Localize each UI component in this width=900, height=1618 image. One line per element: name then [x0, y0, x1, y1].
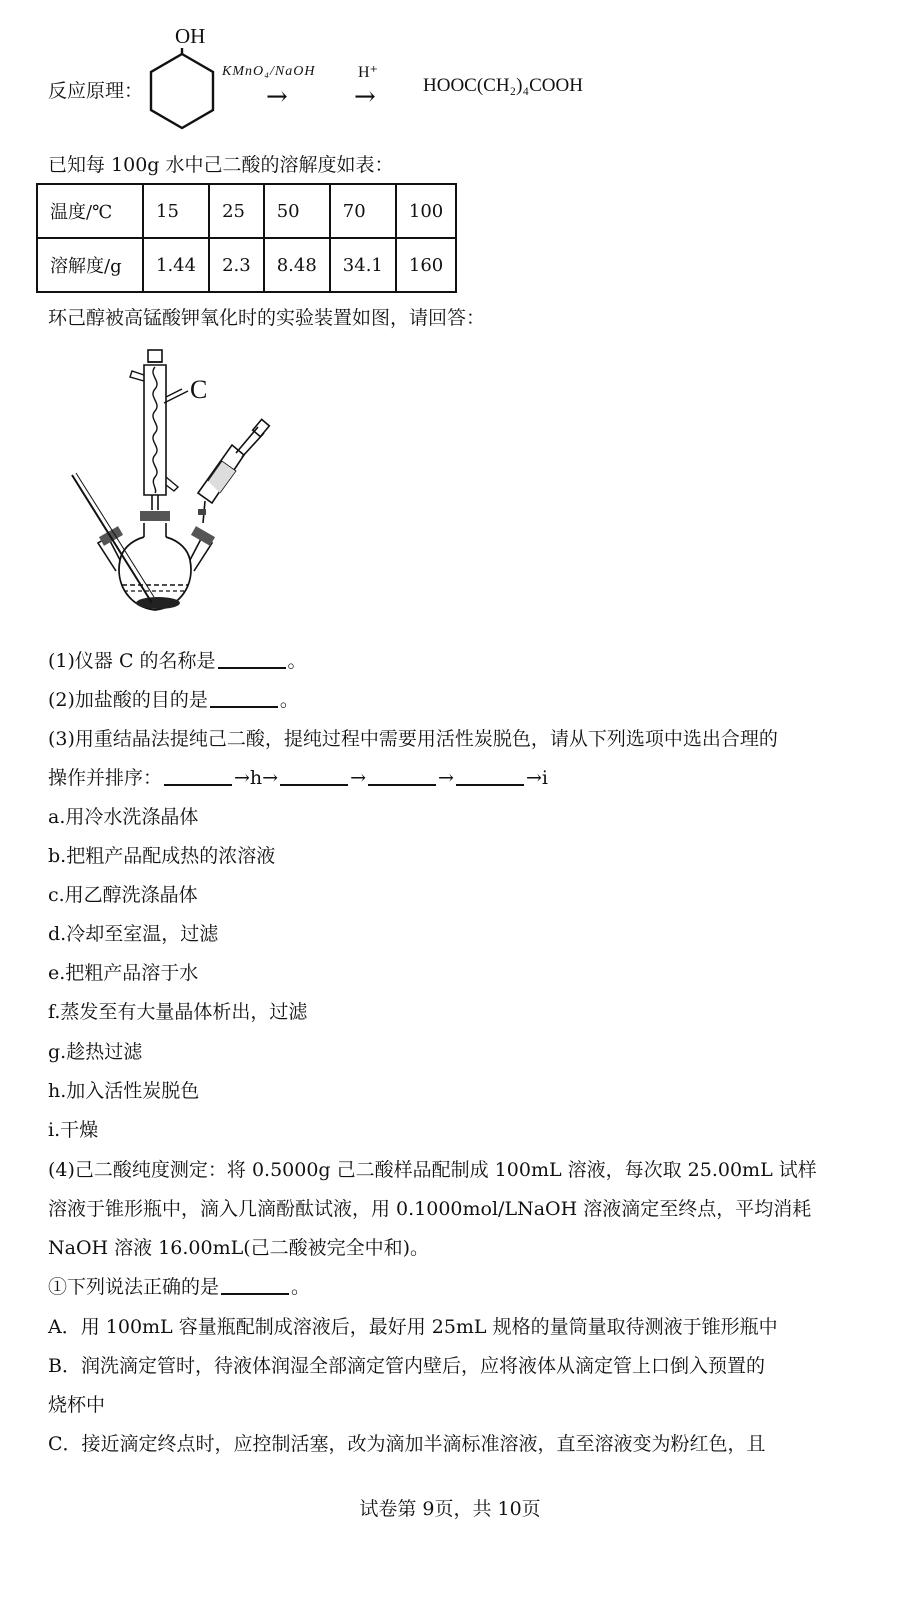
- product-formula: HOOC(CH₂)₄COOH: [423, 75, 583, 96]
- question-1-text: (1)仪器 C 的名称是: [48, 650, 216, 672]
- question-4-sub-1: [48, 1275, 310, 1299]
- reaction-arrow-1: →: [266, 82, 288, 112]
- table-cell: 70: [330, 184, 396, 238]
- table-cell: 25: [209, 184, 264, 238]
- apparatus-intro: 环己醇被高锰酸钾氧化时的实验装置如图，请回答：: [48, 307, 486, 329]
- option-i: i.干燥: [48, 1119, 99, 1141]
- answer-blank: [456, 766, 524, 786]
- reaction-label: 反应原理：: [48, 80, 144, 102]
- reagent-label: KMnO₄/NaOH: [222, 64, 316, 79]
- table-cell: 15: [143, 184, 209, 238]
- choice-b-line-2: 烧杯中: [48, 1394, 106, 1416]
- reaction-arrow-2: →: [354, 82, 376, 112]
- table-cell: 1.44: [143, 238, 209, 292]
- sequence-prompt: 操作并排序：: [48, 767, 163, 789]
- answer-blank: [218, 649, 286, 669]
- apparatus-label-c: C: [190, 375, 208, 404]
- choice-a: A．用 100mL 容量瓶配制成溶液后，最好用 25mL 规格的量筒量取待测液于锥形瓶中: [48, 1316, 778, 1338]
- answer-blank: [221, 1275, 289, 1295]
- table-row: [37, 238, 456, 292]
- sequence-arrow: →: [438, 767, 454, 789]
- option-d: d.冷却至室温，过滤: [48, 923, 219, 945]
- hydroxyl-label: OH: [175, 24, 206, 48]
- option-f: f.蒸发至有大量晶体析出，过滤: [48, 1001, 308, 1023]
- question-4-line-1: (4)己二酸纯度测定：将 0.5000g 己二酸样品配制成 100mL 溶液，每次取 25.00mL 试样: [48, 1159, 817, 1181]
- solubility-table: [36, 183, 457, 293]
- choice-b-line-1: B．润洗滴定管时，待液体润湿全部滴定管内壁后，应将液体从滴定管上口倒入预置的: [48, 1355, 765, 1377]
- table-row: [37, 184, 456, 238]
- page-footer: 试卷第 9页，共 10页: [359, 1498, 541, 1520]
- option-h: h.加入活性炭脱色: [48, 1080, 200, 1102]
- solubility-intro: 已知每 100g 水中己二酸的溶解度如表：: [48, 154, 394, 176]
- option-c: c.用乙醇洗涤晶体: [48, 884, 198, 906]
- table-header-cell: 温度/℃: [37, 184, 143, 238]
- acid-label: H⁺: [358, 64, 378, 81]
- question-2-end: 。: [279, 689, 299, 711]
- option-e: e.把粗产品溶于水: [48, 962, 199, 984]
- option-a: a.用冷水洗涤晶体: [48, 806, 199, 828]
- table-header-cell: 溶解度/g: [37, 238, 143, 292]
- question-4-line-2: 溶液于锥形瓶中，滴入几滴酚酞试液，用 0.1000mol/LNaOH 溶液滴定至终点，平均消耗: [48, 1198, 812, 1220]
- answer-blank: [210, 688, 278, 708]
- question-2-text: (2)加盐酸的目的是: [48, 689, 208, 711]
- question-1-end: 。: [287, 650, 307, 672]
- table-cell: 8.48: [264, 238, 330, 292]
- table-cell: 34.1: [330, 238, 396, 292]
- sequence-arrow: →: [350, 767, 367, 789]
- sequence-arrow-h: →h→: [234, 767, 279, 789]
- table-cell: 100: [396, 184, 456, 238]
- cyclohexanol-structure: [145, 48, 220, 138]
- apparatus-diagram: [60, 345, 300, 625]
- table-cell: 2.3: [209, 238, 264, 292]
- sequence-end: →i: [525, 767, 548, 789]
- option-g: g.趁热过滤: [48, 1041, 143, 1063]
- table-cell: 50: [264, 184, 330, 238]
- question-4-line-3: NaOH 溶液 16.00mL(己二酸被完全中和)。: [48, 1237, 430, 1259]
- question-4-sub-1-end: 。: [291, 1276, 311, 1298]
- answer-blank: [164, 766, 232, 786]
- question-4-sub-1-text: ①下列说法正确的是: [48, 1276, 220, 1298]
- table-cell: 160: [396, 238, 456, 292]
- answer-blank: [280, 766, 348, 786]
- question-1: [48, 649, 307, 673]
- question-3-line-2: [48, 766, 548, 790]
- choice-c: C．接近滴定终点时，应控制活塞，改为滴加半滴标准溶液，直至溶液变为粉红色，且: [48, 1433, 766, 1455]
- option-b: b.把粗产品配成热的浓溶液: [48, 845, 276, 867]
- answer-blank: [368, 766, 436, 786]
- question-3-line-1: (3)用重结晶法提纯己二酸，提纯过程中需要用活性炭脱色，请从下列选项中选出合理的: [48, 728, 778, 750]
- question-2: [48, 688, 299, 712]
